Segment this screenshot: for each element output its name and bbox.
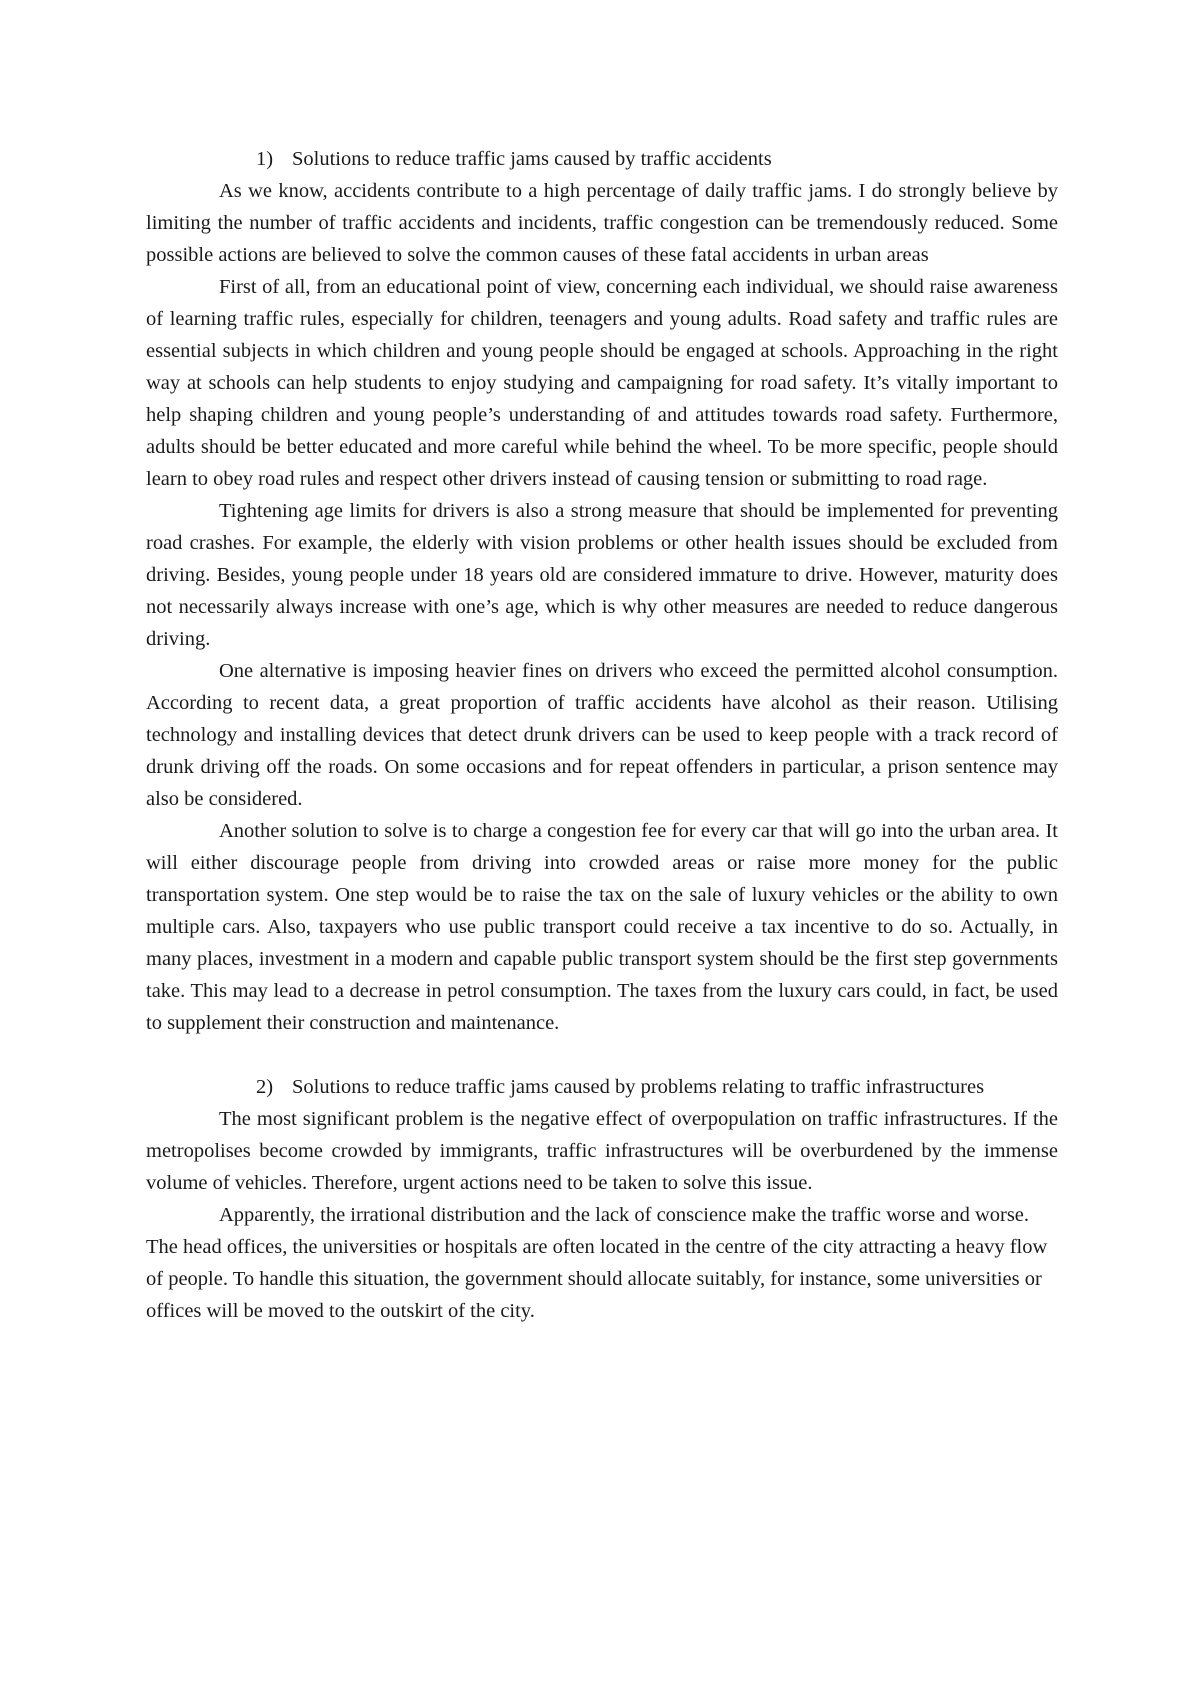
section-2-paragraph-2: Apparently, the irrational distribution and the lack of conscience make the traffic worse and worse. The head offices, the universities or hospitals are often located in the centre of the city attracting a heavy flow of people. To handle this situation, the government should allocate suitably, for instance, some universities or offices will be moved to the outskirt of the city.: [146, 1204, 1048, 1322]
document-body: [146, 143, 1058, 1327]
section-1-paragraph-5: Another solution to solve is to charge a congestion fee for every car that will go into the urban area. It will either discourage people from driving into crowded areas or raise more money for the public transportation system. One step would be to raise the tax on the sale of luxury vehicles or the ability to own multiple cars. Also, taxpayers who use public transport could receive a tax incentive to do so. Actually, in many places, investment in a modern and capable public transport system should be the first step governments take. This may lead to a decrease in petrol consumption. The taxes from the luxury cars could, in fact, be used to supplement their construction and maintenance.: [146, 820, 1058, 1034]
section-1-paragraph-4: One alternative is imposing heavier fines on drivers who exceed the permitted alcohol consumption. According to recent data, a great proportion of traffic accidents have alcohol as their reason. Utilising technology and installing devices that detect drunk drivers can be used to keep people with a track record of drunk driving off the roads. On some occasions and for repeat offenders in particular, a prison sentence may also be considered.: [146, 660, 1058, 810]
section-1-number: 1): [256, 148, 274, 170]
section-2-number: 2): [256, 1076, 274, 1098]
section-2-heading: [146, 1071, 1058, 1103]
section-1-paragraph-1: As we know, accidents contribute to a high percentage of daily traffic jams. I do strongly believe by limiting the number of traffic accidents and incidents, traffic congestion can be tremendously reduced. Some possible actions are believed to solve the common causes of these fatal accidents in urban areas: [146, 180, 1058, 266]
section-1-paragraph-2: First of all, from an educational point of view, concerning each individual, we should raise awareness of learning traffic rules, especially for children, teenagers and young adults. Road safety and traffic rules are essential subjects in which children and young people should be engaged at schools. Approaching in the right way at schools can help students to enjoy studying and campaigning for road safety. It’s vitally important to help shaping children and young people’s understanding of and attitudes towards road safety. Furthermore, adults should be better educated and more careful while behind the wheel. To be more specific, people should learn to obey road rules and respect other drivers instead of causing tension or submitting to road rage.: [146, 276, 1058, 490]
section-1-heading: [146, 143, 1058, 175]
section-2-paragraph-1: The most significant problem is the negative effect of overpopulation on traffic infrastructures. If the metropolises become crowded by immigrants, traffic infrastructures will be overburdened by the immense volume of vehicles. Therefore, urgent actions need to be taken to solve this issue.: [146, 1108, 1058, 1194]
section-2-title: Solutions to reduce traffic jams caused by problems relating to traffic infrastructures: [292, 1076, 985, 1098]
section-spacer: [146, 1039, 1058, 1071]
section-1-title: Solutions to reduce traffic jams caused by traffic accidents: [292, 148, 772, 170]
section-1-paragraph-3: Tightening age limits for drivers is also a strong measure that should be implemented for preventing road crashes. For example, the elderly with vision problems or other health issues should be excluded from driving. Besides, young people under 18 years old are considered immature to drive. However, maturity does not necessarily always increase with one’s age, which is why other measures are needed to reduce dangerous driving.: [146, 500, 1058, 650]
